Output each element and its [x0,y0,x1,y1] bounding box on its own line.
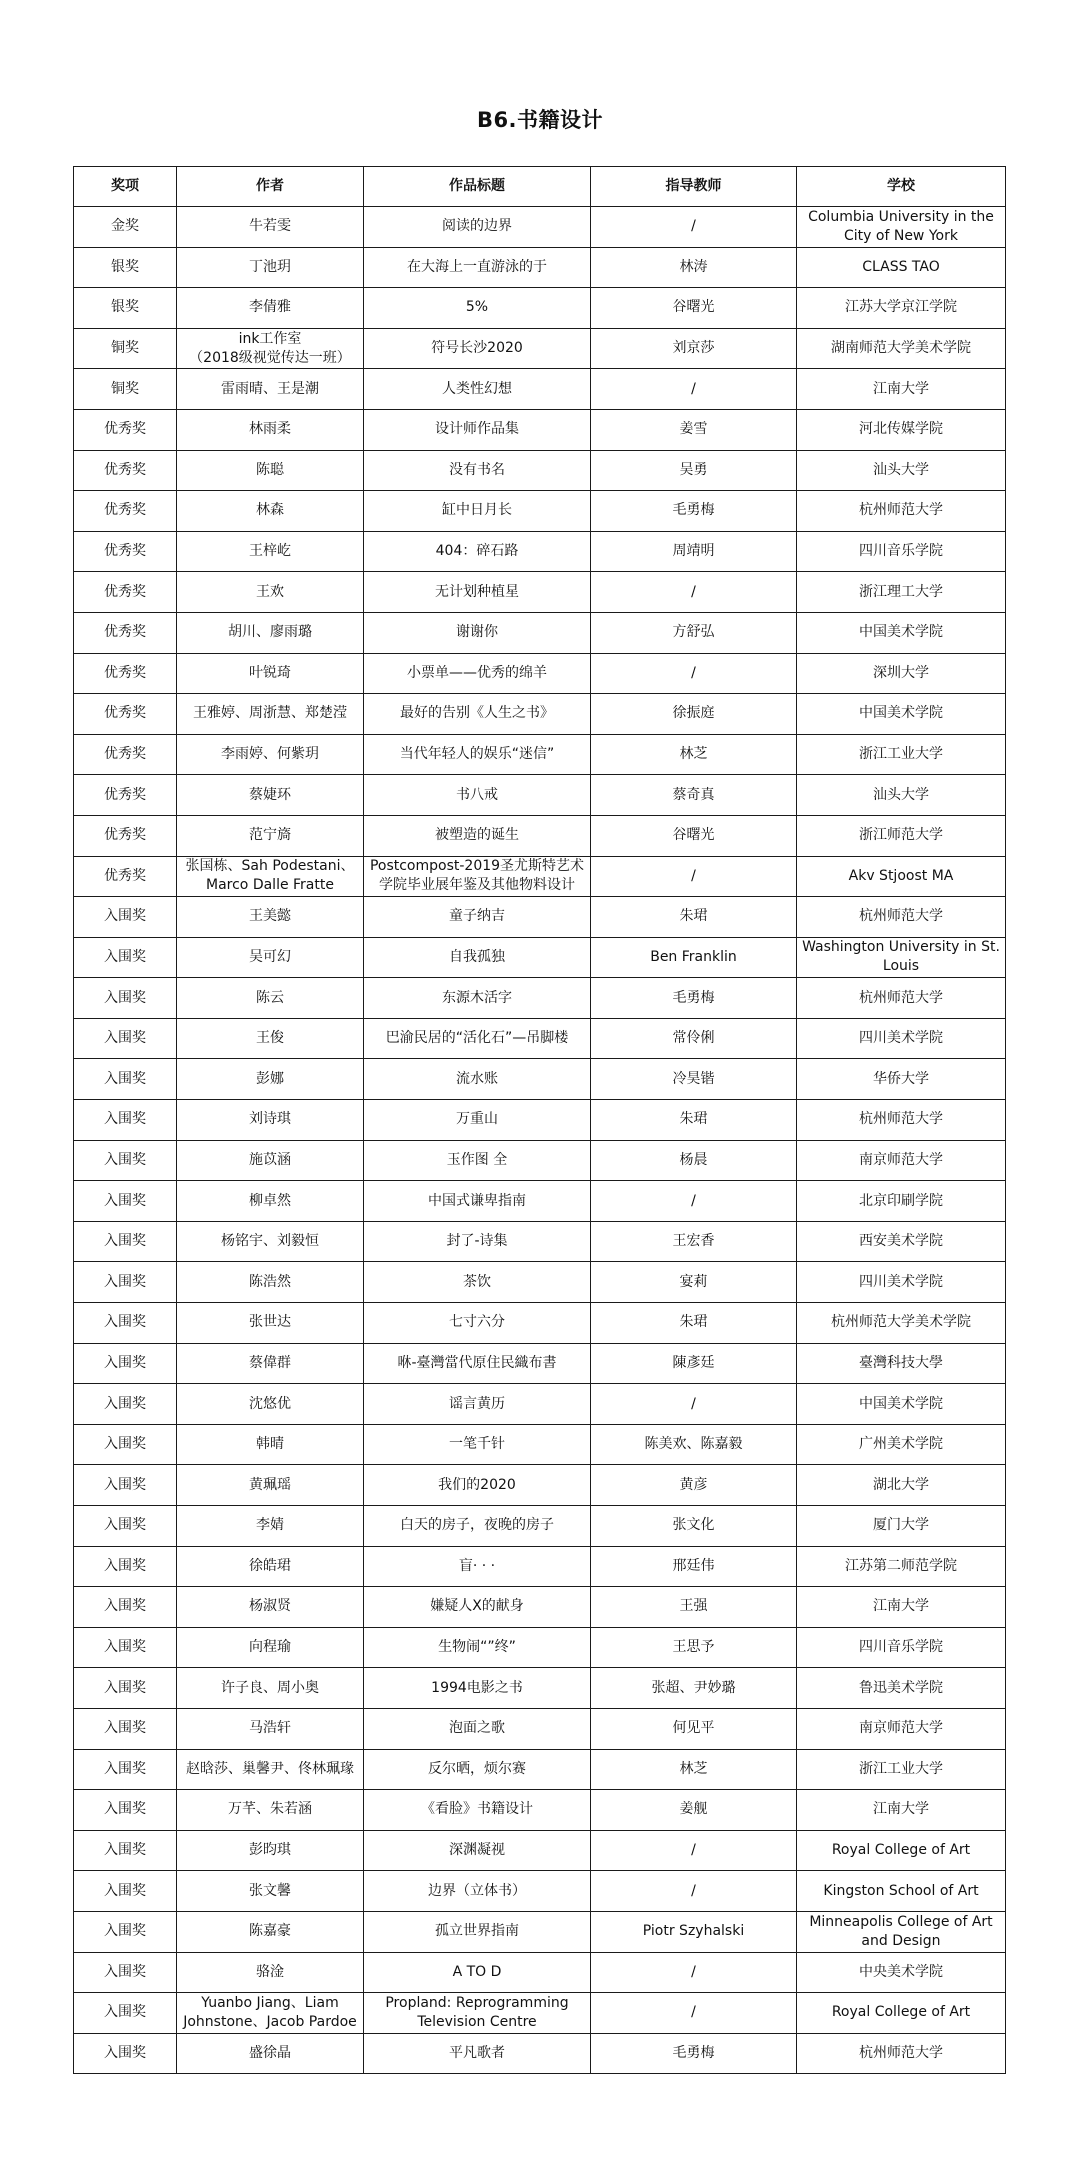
table-row [74,2033,1006,2074]
author-cell: 王俊 [177,1018,364,1059]
author-cell: 李雨婷、何紫玥 [177,734,364,775]
work-title-cell: 生物闹“”终” [364,1627,591,1668]
work-title-cell: 阅读的边界 [364,207,591,248]
school-cell: Washington University in St. Louis [797,937,1006,978]
school-cell: 浙江工业大学 [797,1749,1006,1790]
award-cell: 入围奖 [74,1303,177,1344]
work-title-cell: 孤立世界指南 [364,1911,591,1952]
school-cell: 江苏第二师范学院 [797,1546,1006,1587]
table-row [74,1059,1006,1100]
award-cell: 入围奖 [74,1384,177,1425]
work-title-cell: 白天的房子，夜晚的房子 [364,1506,591,1547]
table-row [74,775,1006,816]
advisor-cell: / [591,1830,797,1871]
advisor-cell: / [591,1181,797,1222]
author-cell: 吴可幻 [177,937,364,978]
advisor-cell: / [591,572,797,613]
work-title-cell: 七寸六分 [364,1303,591,1344]
table-row [74,1100,1006,1141]
table-row [74,612,1006,653]
advisor-cell: / [591,653,797,694]
school-cell: 杭州师范大学 [797,897,1006,938]
school-cell: 深圳大学 [797,653,1006,694]
school-cell: Kingston School of Art [797,1871,1006,1912]
advisor-cell: 刘京莎 [591,328,797,369]
advisor-cell: / [591,1952,797,1993]
author-cell: 张世达 [177,1303,364,1344]
school-cell: 杭州师范大学 [797,491,1006,532]
author-cell: 丁池玥 [177,247,364,288]
work-title-cell: Postcompost-2019圣尤斯特艺术学院毕业展年鉴及其他物料设计 [364,856,591,897]
school-cell: 江南大学 [797,1790,1006,1831]
author-cell: 王雅婷、周浙慧、郑楚滢 [177,694,364,735]
work-title-cell: 小票单——优秀的绵羊 [364,653,591,694]
author-cell: 雷雨晴、王是潮 [177,369,364,410]
school-cell: 广州美术学院 [797,1424,1006,1465]
author-cell: 范宁旖 [177,815,364,856]
advisor-cell: 毛勇梅 [591,978,797,1019]
table-row [74,1708,1006,1749]
advisor-cell: 林芝 [591,734,797,775]
award-cell: 金奖 [74,207,177,248]
advisor-cell: 朱珺 [591,1303,797,1344]
work-title-cell: 边界（立体书） [364,1871,591,1912]
school-cell: Akv Stjoost MA [797,856,1006,897]
advisor-cell: 冷昊锴 [591,1059,797,1100]
table-row [74,1343,1006,1384]
table-row [74,288,1006,329]
advisor-cell: 毛勇梅 [591,2033,797,2074]
award-cell: 入围奖 [74,897,177,938]
school-cell: Royal College of Art [797,1993,1006,2034]
award-cell: 铜奖 [74,328,177,369]
advisor-cell: 徐振庭 [591,694,797,735]
award-cell: 入围奖 [74,1506,177,1547]
author-cell: 林森 [177,491,364,532]
work-title-cell: 我们的2020 [364,1465,591,1506]
work-title-cell: 巴渝民居的“活化石”—吊脚楼 [364,1018,591,1059]
award-cell: 入围奖 [74,1100,177,1141]
table-row [74,1018,1006,1059]
award-cell: 入围奖 [74,1140,177,1181]
header-award: 奖项 [74,167,177,207]
advisor-cell: Piotr Szyhalski [591,1911,797,1952]
advisor-cell: 朱珺 [591,897,797,938]
table-row [74,1668,1006,1709]
advisor-cell: / [591,856,797,897]
school-cell: 浙江理工大学 [797,572,1006,613]
award-cell: 入围奖 [74,1790,177,1831]
work-title-cell: 被塑造的诞生 [364,815,591,856]
work-title-cell: 童子纳吉 [364,897,591,938]
school-cell: 四川美术学院 [797,1018,1006,1059]
school-cell: 中央美术学院 [797,1952,1006,1993]
work-title-cell: A TO D [364,1952,591,1993]
author-cell: 彭娜 [177,1059,364,1100]
table-row [74,1871,1006,1912]
award-cell: 优秀奖 [74,775,177,816]
work-title-cell: 1994电影之书 [364,1668,591,1709]
work-title-cell: 东源木活字 [364,978,591,1019]
school-cell: 南京师范大学 [797,1140,1006,1181]
table-row [74,1993,1006,2034]
table-row [74,328,1006,369]
table-row [74,1303,1006,1344]
award-cell: 入围奖 [74,1221,177,1262]
work-title-cell: 当代年轻人的娱乐“迷信” [364,734,591,775]
advisor-cell: Ben Franklin [591,937,797,978]
header-author: 作者 [177,167,364,207]
award-cell: 优秀奖 [74,815,177,856]
author-cell: 王梓屹 [177,531,364,572]
author-cell: 许子良、周小奥 [177,1668,364,1709]
author-cell: 马浩轩 [177,1708,364,1749]
author-cell: 李婧 [177,1506,364,1547]
award-cell: 入围奖 [74,2033,177,2074]
author-cell: ink工作室 （2018级视觉传达一班） [177,328,364,369]
work-title-cell: 玉作图 全 [364,1140,591,1181]
school-cell: 四川音乐学院 [797,531,1006,572]
award-cell: 优秀奖 [74,531,177,572]
award-cell: 银奖 [74,247,177,288]
author-cell: 王欢 [177,572,364,613]
award-cell: 入围奖 [74,978,177,1019]
table-row [74,1262,1006,1303]
author-cell: 张国栋、Sah Podestani、Marco Dalle Fratte [177,856,364,897]
award-cell: 入围奖 [74,1587,177,1628]
school-cell: 江南大学 [797,1587,1006,1628]
table-row [74,1506,1006,1547]
advisor-cell: / [591,1993,797,2034]
advisor-cell: 杨晨 [591,1140,797,1181]
advisor-cell: / [591,369,797,410]
award-cell: 优秀奖 [74,856,177,897]
award-cell: 优秀奖 [74,409,177,450]
advisor-cell: / [591,1384,797,1425]
author-cell: 骆淦 [177,1952,364,1993]
award-cell: 优秀奖 [74,694,177,735]
author-cell: 叶锐琦 [177,653,364,694]
advisor-cell: 林涛 [591,247,797,288]
school-cell: 汕头大学 [797,450,1006,491]
award-cell: 入围奖 [74,1708,177,1749]
school-cell: Royal College of Art [797,1830,1006,1871]
work-title-cell: 一笔千针 [364,1424,591,1465]
author-cell: 沈悠优 [177,1384,364,1425]
advisor-cell: 吴勇 [591,450,797,491]
author-cell: 刘诗琪 [177,1100,364,1141]
table-row [74,734,1006,775]
school-cell: 华侨大学 [797,1059,1006,1100]
table-row [74,1221,1006,1262]
award-cell: 优秀奖 [74,491,177,532]
award-cell: 入围奖 [74,1830,177,1871]
author-cell: 韩晴 [177,1424,364,1465]
work-title-cell: 5% [364,288,591,329]
award-cell: 入围奖 [74,1424,177,1465]
advisor-cell: 王强 [591,1587,797,1628]
table-row [74,653,1006,694]
table-row [74,1140,1006,1181]
school-cell: 南京师范大学 [797,1708,1006,1749]
table-row [74,207,1006,248]
author-cell: 胡川、廖雨璐 [177,612,364,653]
advisor-cell: 方舒弘 [591,612,797,653]
school-cell: Columbia University in the City of New York [797,207,1006,248]
work-title-cell: 书八戒 [364,775,591,816]
author-cell: 陈聪 [177,450,364,491]
author-cell: 陈云 [177,978,364,1019]
advisor-cell: 邢廷伟 [591,1546,797,1587]
school-cell: 厦门大学 [797,1506,1006,1547]
table-row [74,1465,1006,1506]
table-row [74,450,1006,491]
author-cell: 施苡涵 [177,1140,364,1181]
work-title-cell: 反尔晒，烦尔赛 [364,1749,591,1790]
school-cell: 四川音乐学院 [797,1627,1006,1668]
school-cell: 江南大学 [797,369,1006,410]
school-cell: 杭州师范大学 [797,978,1006,1019]
award-cell: 入围奖 [74,1871,177,1912]
school-cell: 北京印刷学院 [797,1181,1006,1222]
work-title-cell: 中国式谦卑指南 [364,1181,591,1222]
advisor-cell: 朱珺 [591,1100,797,1141]
advisor-cell: 周靖明 [591,531,797,572]
advisor-cell: 王思予 [591,1627,797,1668]
award-cell: 入围奖 [74,1952,177,1993]
table-body [74,207,1006,2074]
awards-table [73,166,1006,2074]
table-row [74,572,1006,613]
award-cell: 优秀奖 [74,734,177,775]
table-row [74,1181,1006,1222]
author-cell: 赵晗莎、巢馨尹、佟林珮瑑 [177,1749,364,1790]
award-cell: 铜奖 [74,369,177,410]
author-cell: 陈浩然 [177,1262,364,1303]
table-row [74,1424,1006,1465]
author-cell: Yuanbo Jiang、Liam Johnstone、Jacob Pardoe [177,1993,364,2034]
table-row [74,937,1006,978]
table-row [74,369,1006,410]
work-title-cell: 最好的告别《人生之书》 [364,694,591,735]
author-cell: 林雨柔 [177,409,364,450]
work-title-cell: 谣言黄历 [364,1384,591,1425]
award-cell: 入围奖 [74,1059,177,1100]
table-row [74,897,1006,938]
award-cell: 优秀奖 [74,612,177,653]
school-cell: 臺灣科技大學 [797,1343,1006,1384]
award-cell: 入围奖 [74,1343,177,1384]
advisor-cell: 张超、尹妙璐 [591,1668,797,1709]
advisor-cell: 林芝 [591,1749,797,1790]
work-title-cell: 《看脸》书籍设计 [364,1790,591,1831]
award-cell: 入围奖 [74,1627,177,1668]
author-cell: 杨铭宇、刘毅恒 [177,1221,364,1262]
table-row [74,1911,1006,1952]
author-cell: 杨淑贤 [177,1587,364,1628]
work-title-cell: 流水账 [364,1059,591,1100]
author-cell: 陈嘉豪 [177,1911,364,1952]
award-cell: 入围奖 [74,1668,177,1709]
advisor-cell: 常伶俐 [591,1018,797,1059]
award-cell: 优秀奖 [74,450,177,491]
award-cell: 入围奖 [74,1018,177,1059]
author-cell: 蔡婕环 [177,775,364,816]
advisor-cell: 王宏香 [591,1221,797,1262]
work-title-cell: 符号长沙2020 [364,328,591,369]
advisor-cell: 姜舰 [591,1790,797,1831]
author-cell: 彭昀琪 [177,1830,364,1871]
work-title-cell: 茶饮 [364,1262,591,1303]
advisor-cell: 何见平 [591,1708,797,1749]
work-title-cell: 无计划种植星 [364,572,591,613]
work-title-cell: Propland: Reprogramming Television Centre [364,1993,591,2034]
award-cell: 入围奖 [74,1465,177,1506]
table-row [74,531,1006,572]
table-row [74,856,1006,897]
author-cell: 张文馨 [177,1871,364,1912]
school-cell: Minneapolis College of Art and Design [797,1911,1006,1952]
award-cell: 优秀奖 [74,653,177,694]
author-cell: 柳卓然 [177,1181,364,1222]
school-cell: 河北传媒学院 [797,409,1006,450]
author-cell: 向程瑜 [177,1627,364,1668]
table-row [74,491,1006,532]
school-cell: 中国美术学院 [797,1384,1006,1425]
work-title-cell: 咻-臺灣當代原住民織布書 [364,1343,591,1384]
advisor-cell: 黄彦 [591,1465,797,1506]
table-row [74,1546,1006,1587]
work-title-cell: 盲· · · [364,1546,591,1587]
table-row [74,694,1006,735]
award-cell: 入围奖 [74,1262,177,1303]
school-cell: 中国美术学院 [797,612,1006,653]
table-row [74,978,1006,1019]
author-cell: 万芊、朱若涵 [177,1790,364,1831]
school-cell: 杭州师范大学美术学院 [797,1303,1006,1344]
author-cell: 盛徐晶 [177,2033,364,2074]
award-cell: 入围奖 [74,1181,177,1222]
author-cell: 蔡偉群 [177,1343,364,1384]
award-cell: 入围奖 [74,937,177,978]
table-row [74,409,1006,450]
author-cell: 王美懿 [177,897,364,938]
award-cell: 银奖 [74,288,177,329]
advisor-cell: 谷曙光 [591,815,797,856]
header-school: 学校 [797,167,1006,207]
work-title-cell: 在大海上一直游泳的于 [364,247,591,288]
advisor-cell: 毛勇梅 [591,491,797,532]
school-cell: 湖北大学 [797,1465,1006,1506]
award-cell: 入围奖 [74,1993,177,2034]
award-cell: 入围奖 [74,1546,177,1587]
author-cell: 徐皓珺 [177,1546,364,1587]
school-cell: 中国美术学院 [797,694,1006,735]
award-cell: 入围奖 [74,1749,177,1790]
advisor-cell: 张文化 [591,1506,797,1547]
table-row [74,247,1006,288]
table-row [74,1384,1006,1425]
table-row [74,1790,1006,1831]
table-row [74,1830,1006,1871]
school-cell: 杭州师范大学 [797,2033,1006,2074]
work-title-cell: 没有书名 [364,450,591,491]
page-title: B6.书籍设计 [476,108,604,132]
author-cell: 牛若雯 [177,207,364,248]
work-title-cell: 缸中日月长 [364,491,591,532]
school-cell: 江苏大学京江学院 [797,288,1006,329]
school-cell: 湖南师范大学美术学院 [797,328,1006,369]
school-cell: 汕头大学 [797,775,1006,816]
table-row [74,1627,1006,1668]
work-title-cell: 谢谢你 [364,612,591,653]
advisor-cell: 姜雪 [591,409,797,450]
author-cell: 李倩雅 [177,288,364,329]
award-cell: 优秀奖 [74,572,177,613]
work-title-cell: 平凡歌者 [364,2033,591,2074]
table-row [74,1587,1006,1628]
table-row [74,815,1006,856]
school-cell: 四川美术学院 [797,1262,1006,1303]
school-cell: 杭州师范大学 [797,1100,1006,1141]
work-title-cell: 设计师作品集 [364,409,591,450]
table-row [74,1749,1006,1790]
work-title-cell: 人类性幻想 [364,369,591,410]
work-title-cell: 404：碎石路 [364,531,591,572]
work-title-cell: 自我孤独 [364,937,591,978]
table-header-row [74,167,1006,207]
advisor-cell: 宴莉 [591,1262,797,1303]
work-title-cell: 嫌疑人X的献身 [364,1587,591,1628]
advisor-cell: 陈美欢、陈嘉毅 [591,1424,797,1465]
school-cell: CLASS TAO [797,247,1006,288]
school-cell: 浙江师范大学 [797,815,1006,856]
table-row [74,1952,1006,1993]
advisor-cell: 蔡奇真 [591,775,797,816]
work-title-cell: 深渊凝视 [364,1830,591,1871]
school-cell: 西安美术学院 [797,1221,1006,1262]
school-cell: 浙江工业大学 [797,734,1006,775]
work-title-cell: 封了-诗集 [364,1221,591,1262]
work-title-cell: 泡面之歌 [364,1708,591,1749]
advisor-cell: 陳彥廷 [591,1343,797,1384]
award-cell: 入围奖 [74,1911,177,1952]
advisor-cell: 谷曙光 [591,288,797,329]
work-title-cell: 万重山 [364,1100,591,1141]
advisor-cell: / [591,207,797,248]
school-cell: 鲁迅美术学院 [797,1668,1006,1709]
author-cell: 黄珮瑶 [177,1465,364,1506]
header-work-title: 作品标题 [364,167,591,207]
header-advisor: 指导教师 [591,167,797,207]
advisor-cell: / [591,1871,797,1912]
